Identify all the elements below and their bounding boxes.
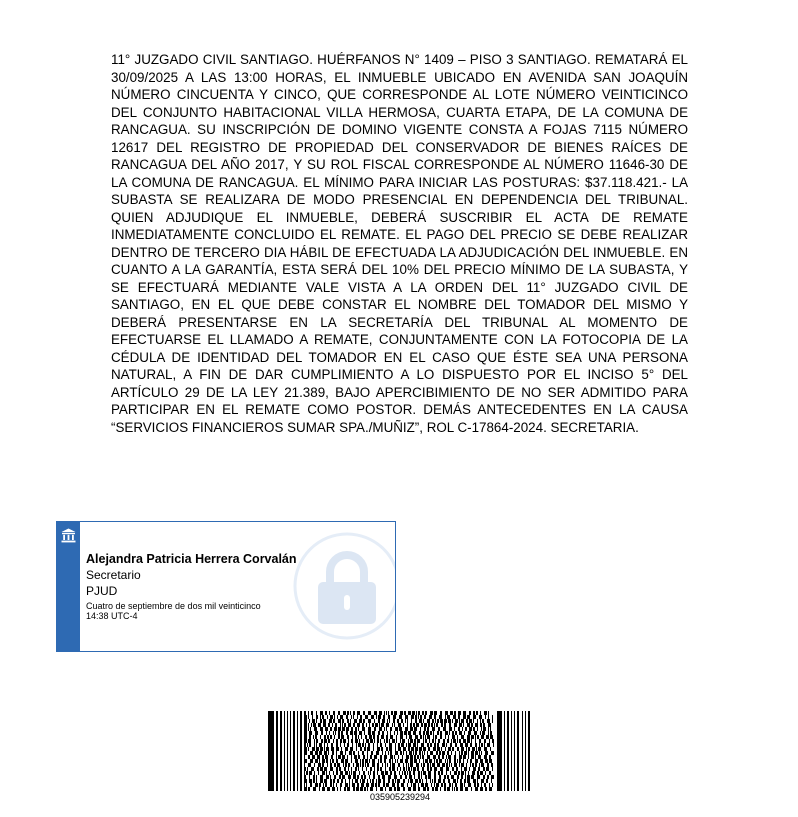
electronic-signature-box: [56, 521, 396, 652]
signature-time: 14:38 UTC-4: [86, 611, 138, 621]
signature-date: Cuatro de septiembre de dos mil veinticinco: [86, 601, 261, 611]
auction-notice-text: 11° JUZGADO CIVIL SANTIAGO. HUÉRFANOS N° 1409 – PISO 3 SANTIAGO. REMATARÁ EL 30/09/2025 A LAS 13:00 HORAS, EL INMUEBLE UBICADO EN AVENIDA SAN JOAQUÍN NÚMERO CINCUENTA Y CINCO, QUE CORRESPONDE AL LOTE NÚMERO VEINTICINCO DEL CONJUNTO HABITACIONAL VILLA HERMOSA, CUARTA ETAPA, DE LA COMUNA DE RANCAGUA. SU INSCRIPCIÓN DE DOMINO VIGENTE CONSTA A FOJAS 7115 NÚMERO 12617 DEL REGISTRO DE PROPIEDAD DEL CONSERVADOR DE BIENES RAÍCES DE RANCAGUA DEL AÑO 2017, Y SU ROL FISCAL CORRESPONDE AL NÚMERO 11646-30 DE LA COMUNA DE RANCAGUA. EL MÍNIMO PARA INICIAR LAS POSTURAS: $37.118.421.- LA SUBASTA SE REALIZARA DE MODO PRESENCIAL EN DEPENDENCIA DEL TRIBUNAL. QUIEN ADJUDIQUE EL INMUEBLE, DEBERÁ SUSCRIBIR EL ACTA DE REMATE INMEDIATAMENTE CONCLUIDO EL REMATE. EL PAGO DEL PRECIO SE DEBE REALIZAR DENTRO DE TERCERO DIA HÁBIL DE EFECTUADA LA ADJUDICACIÓN DEL INMUEBLE. EN CUANTO A LA GARANTÍA, ESTA SERÁ DEL 10% DEL PRECIO MÍNIMO DE LA SUBASTA, Y SE EFECTUARÁ MEDIANTE VALE VISTA A LA ORDEN DEL 11° JUZGADO CIVIL DE SANTIAGO, EN EL QUE DEBE CONSTAR EL NOMBRE DEL TOMADOR DEL MISMO Y DEBERÁ PRESENTARSE EN LA SECRETARÍA DEL TRIBUNAL AL MOMENTO DE EFECTUARSE EL LLAMADO A REMATE, CONJUNTAMENTE CON LA FOTOCOPIA DE LA CÉDULA DE IDENTIDAD DEL TOMADOR EN EL CASO QUE ÉSTE SEA UNA PERSONA NATURAL, A FIN DE DAR CUMPLIMIENTO A LO DISPUESTO POR EL INCISO 5° DEL ARTÍCULO 29 DE LA LEY 21.389, BAJO APERCIBIMIENTO DE NO SER ADMITIDO PARA PARTICIPAR EN EL REMATE COMO POSTOR. DEMÁS ANTECEDENTES EN LA CAUSA “SERVICIOS FINANCIEROS SUMAR SPA./MUÑIZ”, ROL C-17864-2024. SECRETARIA.: [111, 52, 688, 435]
pdf417-barcode: [268, 711, 532, 791]
signer-name: Alejandra Patricia Herrera Corvalán: [86, 552, 297, 566]
signer-role: Secretario: [86, 568, 141, 582]
signature-stripe: [57, 522, 80, 651]
signer-institution: PJUD: [86, 584, 118, 598]
courthouse-icon: [61, 528, 76, 543]
barcode-number: 035905239294: [369, 792, 431, 802]
signature-details: [86, 551, 386, 621]
